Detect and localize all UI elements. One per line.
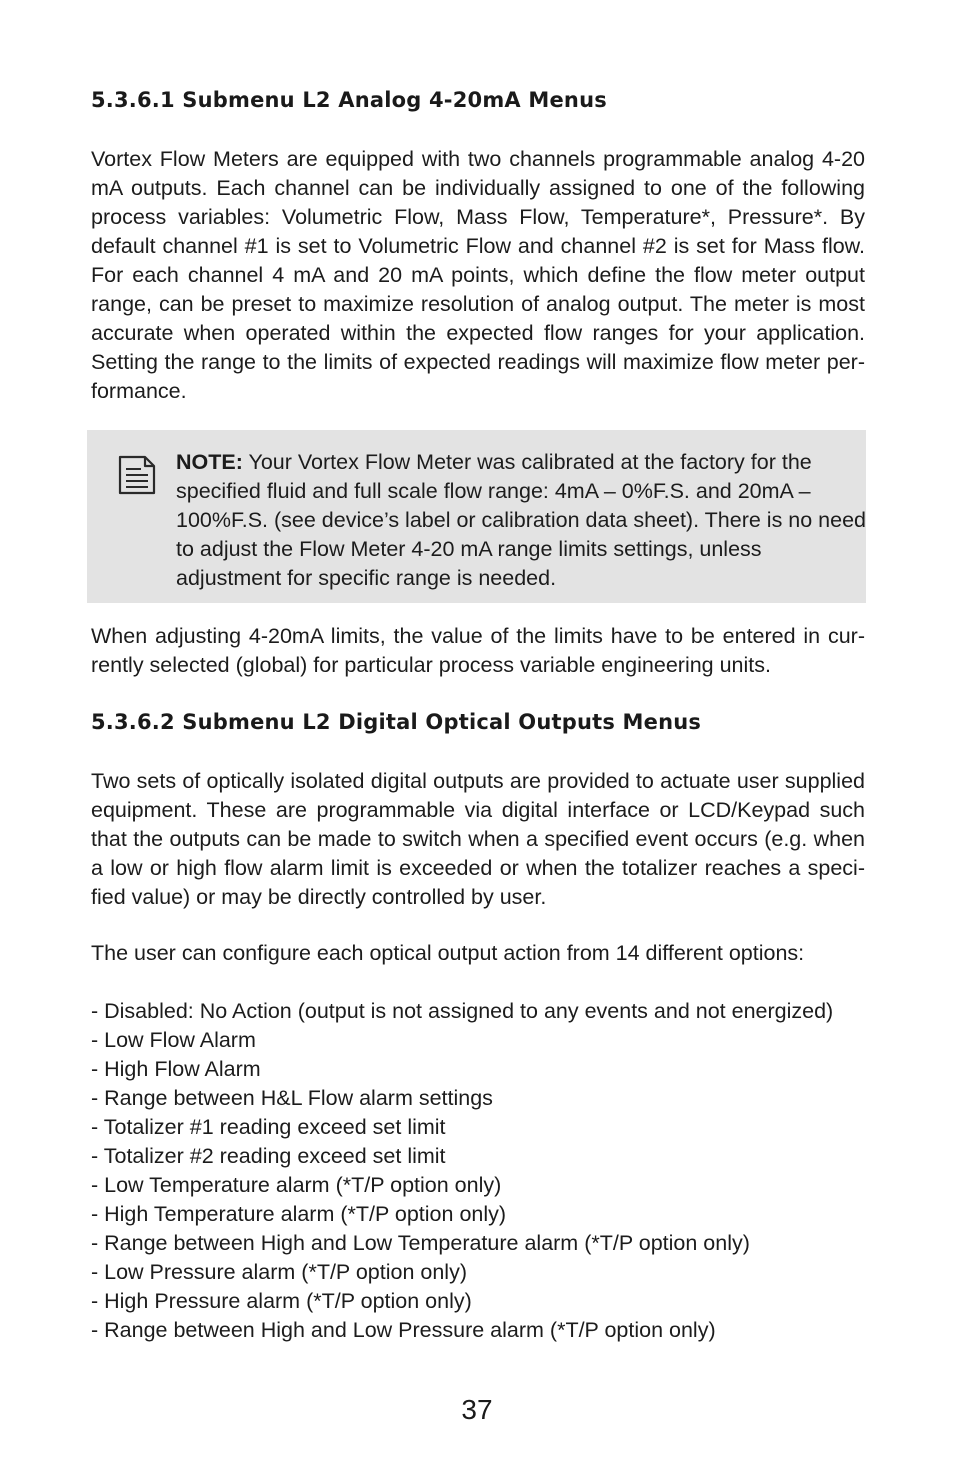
note-body: Your Vortex Flow Meter was calibrated at the factory for the specified fluid and full scale flow range: 4mA – 0%F.S. and 20mA – 100%F.S. (see device’s label or calibration data sheet). There is no need to adjust the Flow Meter 4-20 mA range limits settings, unless adjustment for specific range is needed. — [176, 450, 867, 590]
analog-outputs-paragraph: Vortex Flow Meters are equipped with two channels programmable analog 4-20 mA outputs. Each channel can be individually assigned to one of the following process variables: Volumetric Flow, Mass Flow, Temperature*, Pressure*. By default channel #1 is set to Volumetric Flow and channel #2 is set for Mass flow. For each channel 4 mA and 20 mA points, which define the flow meter output range, can be preset to maximize resolution of analog output. The meter is most accurate when operated within the expected flow ranges for your application. Setting the range to the limits of expected readings will maximize flow meter per-formance. — [91, 147, 865, 403]
note-document-icon — [118, 455, 156, 495]
list-item: - Disabled: No Action (output is not assigned to any events and not energized) — [91, 999, 834, 1023]
list-item: - High Temperature alarm (*T/P option only) — [91, 1202, 507, 1226]
list-item: - Low Temperature alarm (*T/P option only) — [91, 1173, 502, 1197]
list-item: - Range between H&L Flow alarm settings — [91, 1086, 493, 1110]
output-options-list — [91, 997, 833, 1345]
list-item: - High Flow Alarm — [91, 1057, 261, 1081]
section-heading-optical-outputs: 5.3.6.2 Submenu L2 Digital Optical Outputs Menus — [91, 710, 702, 734]
note-box — [87, 430, 866, 603]
section-heading-analog-outputs: 5.3.6.1 Submenu L2 Analog 4-20mA Menus — [91, 88, 607, 112]
optical-outputs-paragraph: Two sets of optically isolated digital outputs are provided to actuate user supplied equipment. These are programmable via digital interface or LCD/Keypad such that the outputs can be made to switch when a specified event occurs (e.g. when a low or high flow alarm limit is exceeded or when the totalizer reaches a speci-fied value) or may be directly controlled by user. — [91, 769, 865, 909]
list-item: - Totalizer #1 reading exceed set limit — [91, 1115, 446, 1139]
options-intro: The user can configure each optical output action from 14 different options: — [91, 941, 805, 965]
note-text — [176, 448, 866, 593]
list-item: - Range between High and Low Temperature alarm (*T/P option only) — [91, 1231, 750, 1255]
list-item: - Low Pressure alarm (*T/P option only) — [91, 1260, 467, 1284]
list-item: - Totalizer #2 reading exceed set limit — [91, 1144, 446, 1168]
list-item: - Low Flow Alarm — [91, 1028, 256, 1052]
limits-paragraph: When adjusting 4-20mA limits, the value of the limits have to be entered in cur-rently selected (global) for particular process variable engineering units. — [91, 624, 865, 677]
note-label: NOTE: — [176, 450, 243, 474]
list-item: - High Pressure alarm (*T/P option only) — [91, 1289, 472, 1313]
list-item: - Range between High and Low Pressure alarm (*T/P option only) — [91, 1318, 716, 1342]
page-number: 37 — [461, 1394, 493, 1425]
